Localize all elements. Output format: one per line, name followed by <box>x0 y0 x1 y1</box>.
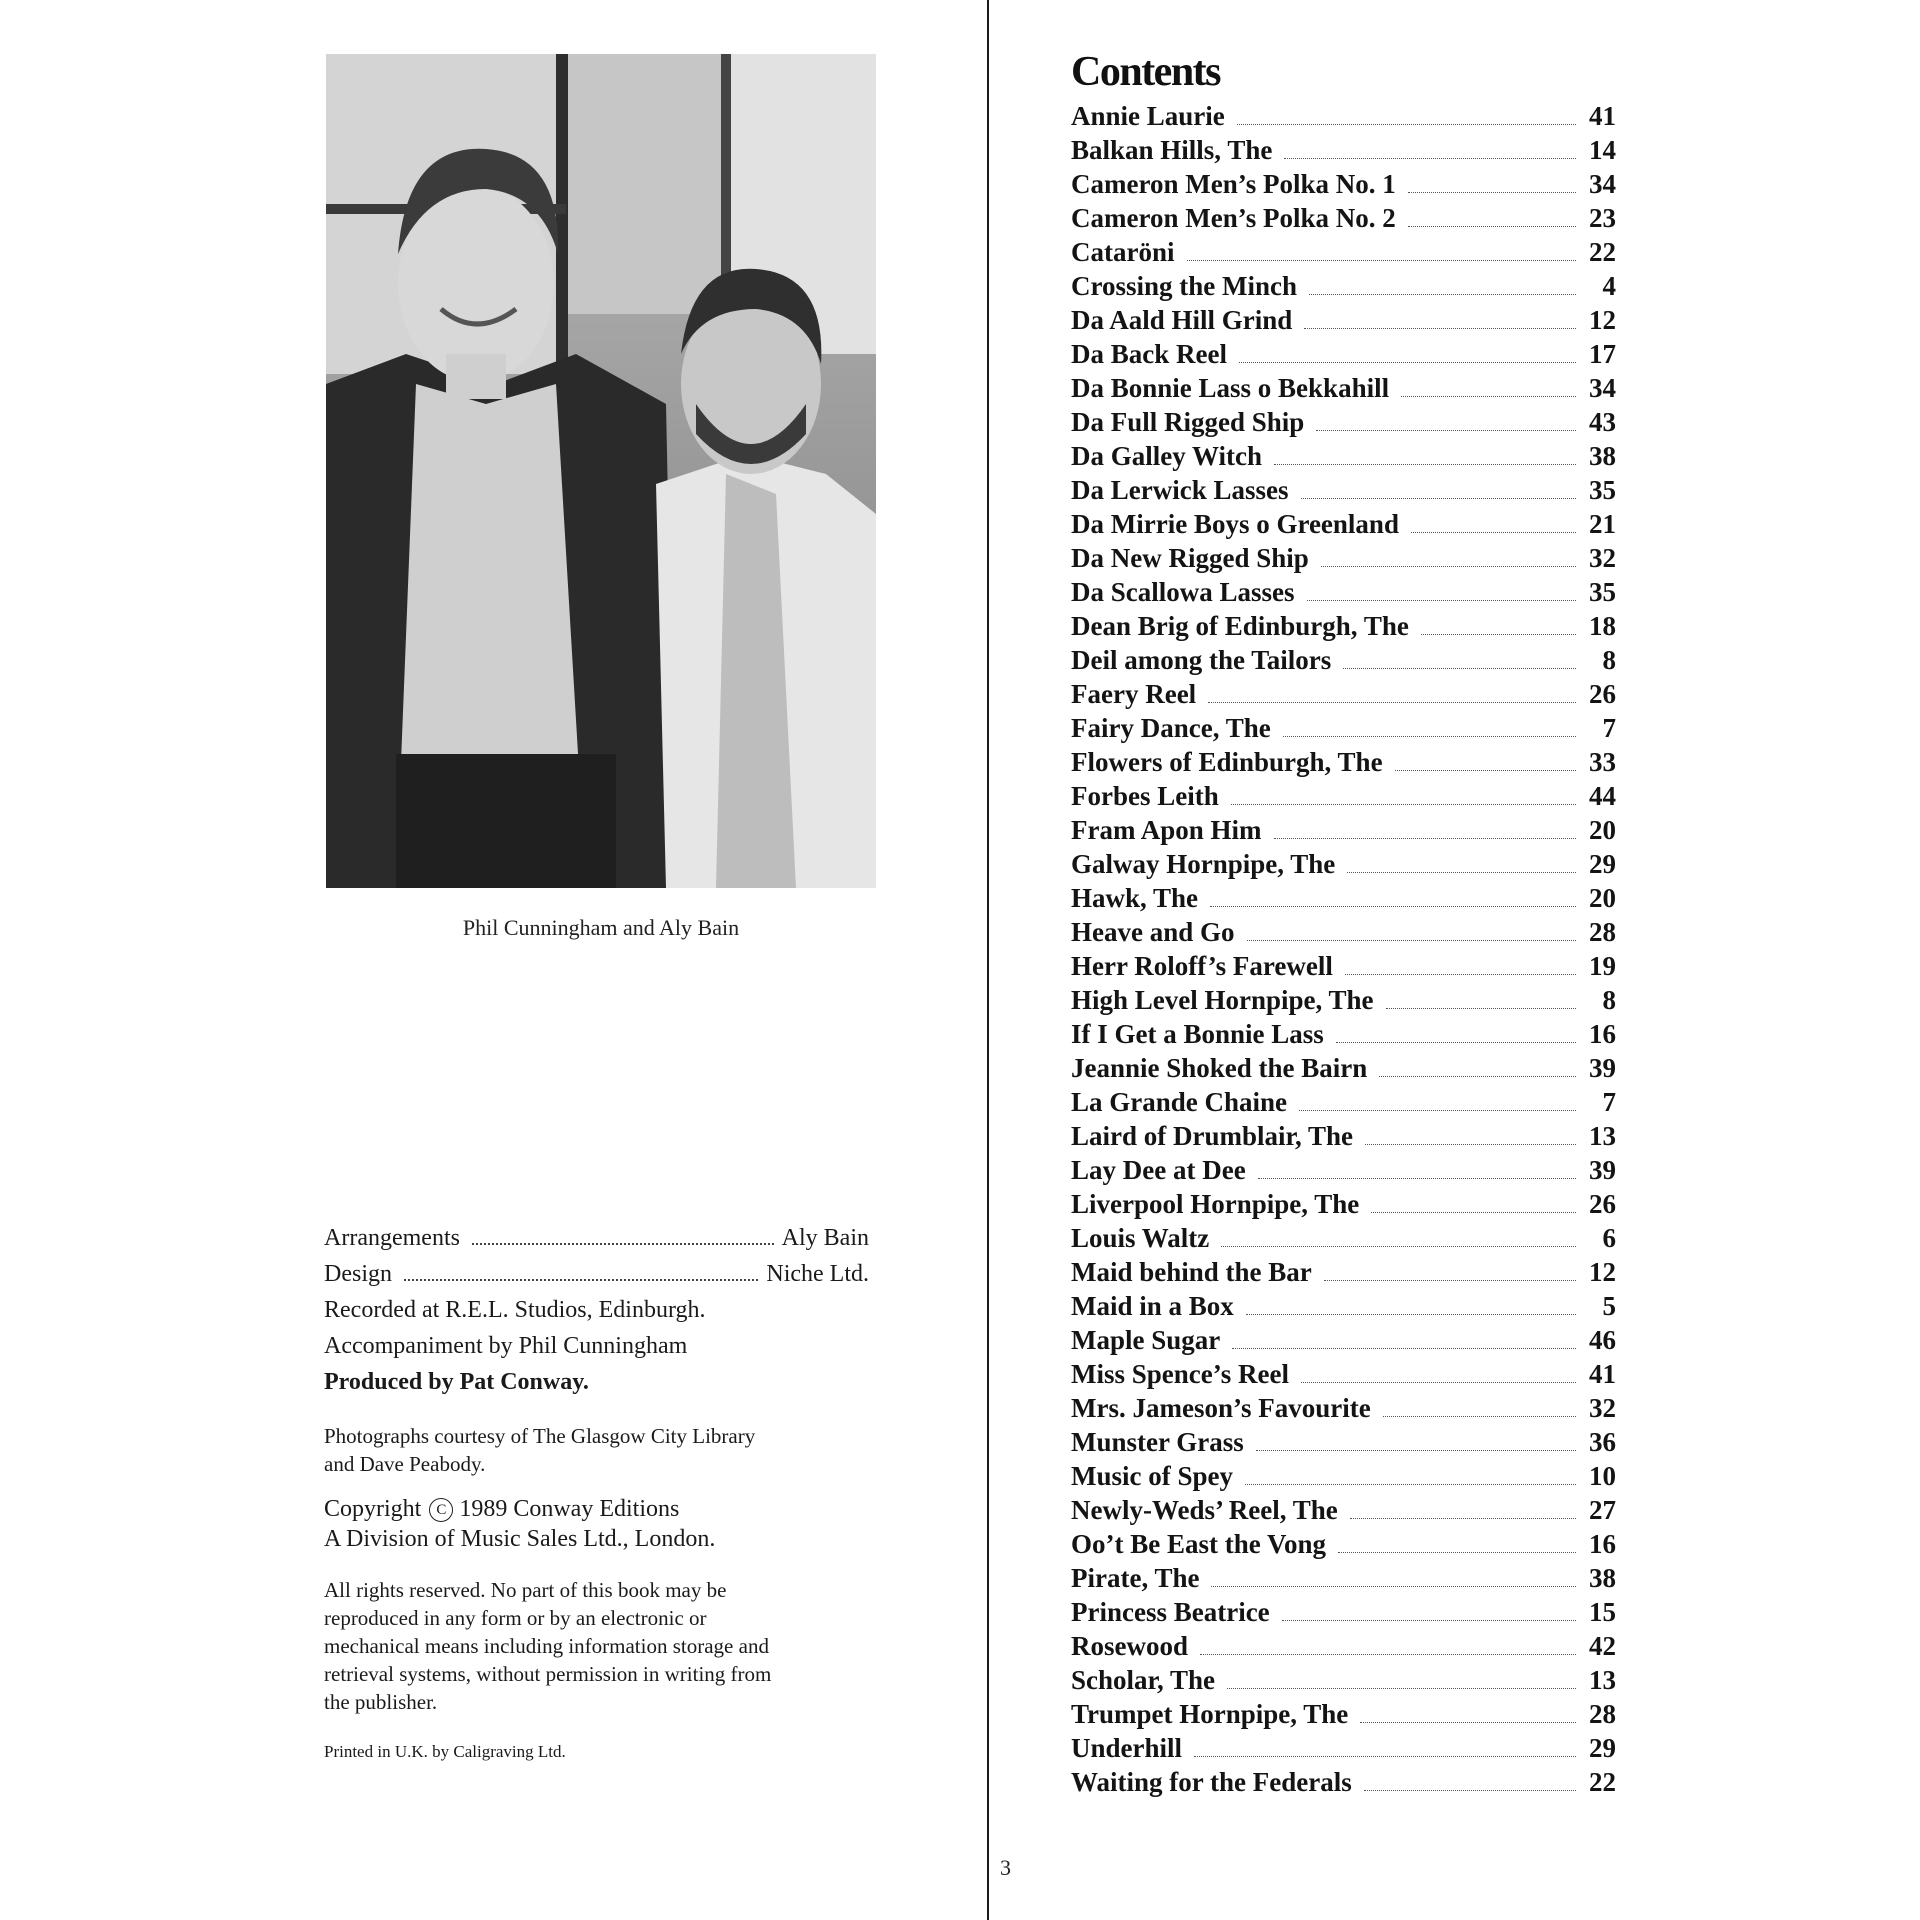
dot-leader <box>1343 668 1576 669</box>
dot-leader <box>1365 1144 1576 1145</box>
toc-entry <box>1071 747 1616 781</box>
toc-entry-page: 10 <box>1589 1461 1616 1491</box>
toc-entry-page: 35 <box>1589 475 1616 505</box>
toc-entry-page: 16 <box>1589 1019 1616 1049</box>
toc-entry-page: 39 <box>1589 1053 1616 1083</box>
toc-entry <box>1071 1427 1616 1461</box>
toc-entry <box>1071 1087 1616 1121</box>
dot-leader <box>1316 430 1576 431</box>
toc-entry <box>1071 1291 1616 1325</box>
toc-entry-title: Crossing the Minch <box>1071 271 1298 301</box>
dot-leader <box>1246 1314 1576 1315</box>
toc-entry-title: Munster Grass <box>1071 1427 1244 1457</box>
toc-entry <box>1071 305 1616 339</box>
toc-entry <box>1071 1529 1616 1563</box>
toc-entry-title: Lay Dee at Dee <box>1071 1155 1246 1185</box>
toc-entry-title: High Level Hornpipe, The <box>1071 985 1374 1015</box>
dot-leader <box>1247 940 1576 941</box>
dot-leader <box>1274 464 1576 465</box>
toc-entry <box>1071 849 1616 883</box>
toc-entry <box>1071 645 1616 679</box>
toc-entry <box>1071 1189 1616 1223</box>
dot-leader <box>1395 770 1576 771</box>
dot-leader <box>1304 328 1576 329</box>
page-number: 3 <box>1000 1855 1011 1880</box>
copyright-prefix: Copyright <box>324 1496 422 1522</box>
toc-entry-title: Jeannie Shoked the Bairn <box>1071 1053 1368 1083</box>
dot-leader <box>1338 1552 1576 1553</box>
toc-entry <box>1071 1461 1616 1495</box>
toc-entry-page: 19 <box>1589 951 1616 981</box>
toc-entry-title: Trumpet Hornpipe, The <box>1071 1699 1349 1729</box>
toc-entry-page: 13 <box>1589 1665 1616 1695</box>
dot-leader <box>1239 362 1576 363</box>
toc-entry-page: 7 <box>1602 713 1616 743</box>
toc-entry <box>1071 1325 1616 1359</box>
dot-leader <box>1321 566 1576 567</box>
toc-entry-title: Annie Laurie <box>1071 101 1225 131</box>
toc-entry <box>1071 101 1616 135</box>
credits-block <box>324 1220 869 1764</box>
toc-entry-title: Miss Spence’s Reel <box>1071 1359 1289 1389</box>
toc-entry <box>1071 543 1616 577</box>
copyright-notice <box>324 1494 869 1554</box>
toc-entry <box>1071 407 1616 441</box>
toc-entry-title: Fairy Dance, The <box>1071 713 1271 743</box>
toc-entry-title: Heave and Go <box>1071 917 1235 947</box>
toc-entry-page: 13 <box>1589 1121 1616 1151</box>
photographs-line: Photographs courtesy of The Glasgow City Library <box>324 1424 756 1448</box>
dot-leader <box>1411 532 1576 533</box>
toc-entry <box>1071 611 1616 645</box>
toc-entry <box>1071 781 1616 815</box>
toc-entry-title: Flowers of Edinburgh, The <box>1071 747 1383 777</box>
toc-entry-title: Fram Apon Him <box>1071 815 1262 845</box>
toc-entry-page: 12 <box>1589 1257 1616 1287</box>
toc-entry-title: Galway Hornpipe, The <box>1071 849 1336 879</box>
toc-entry-page: 20 <box>1589 815 1616 845</box>
dot-leader <box>1301 1382 1576 1383</box>
toc-entry-title: Maid behind the Bar <box>1071 1257 1312 1287</box>
photo-caption: Phil Cunningham and Aly Bain <box>462 915 740 940</box>
toc-entry <box>1071 339 1616 373</box>
toc-entry-title: Mrs. Jameson’s Favourite <box>1071 1393 1371 1423</box>
toc-entry-title: Maple Sugar <box>1071 1325 1221 1355</box>
toc-entry-title: Cameron Men’s Polka No. 1 <box>1071 169 1396 199</box>
photographs-line: and Dave Peabody. <box>324 1452 486 1476</box>
toc-entry <box>1071 1699 1616 1733</box>
toc-entry-page: 34 <box>1589 169 1616 199</box>
toc-entry-page: 12 <box>1589 305 1616 335</box>
toc-entry <box>1071 883 1616 917</box>
toc-entry-page: 41 <box>1589 1359 1616 1389</box>
dot-leader <box>1258 1178 1576 1179</box>
toc-entry-page: 46 <box>1589 1325 1616 1355</box>
toc-entry-page: 28 <box>1589 917 1616 947</box>
toc-entry-page: 17 <box>1589 339 1616 369</box>
toc-entry <box>1071 577 1616 611</box>
toc-entry-title: Waiting for the Federals <box>1071 1767 1352 1797</box>
credit-design <box>324 1256 869 1292</box>
toc-entry-title: La Grande Chaine <box>1071 1087 1288 1117</box>
toc-entry-title: Underhill <box>1071 1733 1183 1763</box>
toc-entry-title: Louis Waltz <box>1071 1223 1210 1253</box>
rights-reserved <box>324 1576 869 1716</box>
toc-entry-title: Liverpool Hornpipe, The <box>1071 1189 1360 1219</box>
toc-entry-page: 27 <box>1589 1495 1616 1525</box>
toc-entry-title: Da Aald Hill Grind <box>1071 305 1293 335</box>
toc-entry <box>1071 951 1616 985</box>
dot-leader <box>1237 124 1576 125</box>
toc-entry-page: 38 <box>1589 1563 1616 1593</box>
toc-entry <box>1071 1053 1616 1087</box>
toc-entry-page: 14 <box>1589 135 1616 165</box>
toc-entry <box>1071 1257 1616 1291</box>
toc-entry <box>1071 815 1616 849</box>
toc-entry <box>1071 509 1616 543</box>
toc-entry-page: 26 <box>1589 679 1616 709</box>
dot-leader <box>1221 1246 1576 1247</box>
photo-phil-cunningham-aly-bain <box>326 54 876 888</box>
toc-entry-page: 36 <box>1589 1427 1616 1457</box>
rights-line: retrieval systems, without permission in writing from <box>324 1662 772 1686</box>
toc-entry-page: 28 <box>1589 1699 1616 1729</box>
toc-entry-page: 33 <box>1589 747 1616 777</box>
toc-entry <box>1071 1767 1616 1801</box>
dot-leader <box>1379 1076 1576 1077</box>
toc-entry-title: Hawk, The <box>1071 883 1199 913</box>
dot-leader <box>1401 396 1576 397</box>
toc-entry-page: 15 <box>1589 1597 1616 1627</box>
contents-heading: Contents <box>1071 49 1221 95</box>
toc-entry <box>1071 713 1616 747</box>
toc-entry-title: Da Back Reel <box>1071 339 1227 369</box>
dot-leader <box>1245 1484 1576 1485</box>
dot-leader <box>1350 1518 1576 1519</box>
toc-entry-title: Rosewood <box>1071 1631 1189 1661</box>
dot-leader <box>1256 1450 1576 1451</box>
toc-entry-title: Herr Roloff’s Farewell <box>1071 951 1333 981</box>
toc-entry-page: 41 <box>1589 101 1616 131</box>
toc-entry <box>1071 441 1616 475</box>
toc-entry-title: Da Mirrie Boys o Greenland <box>1071 509 1399 539</box>
toc-entry-title: Forbes Leith <box>1071 781 1219 811</box>
toc-entry <box>1071 203 1616 237</box>
dot-leader <box>404 1279 758 1281</box>
rights-line: reproduced in any form or by an electronic or <box>324 1606 707 1630</box>
toc-entry <box>1071 1019 1616 1053</box>
toc-entry <box>1071 917 1616 951</box>
toc-entry <box>1071 237 1616 271</box>
dot-leader <box>1421 634 1576 635</box>
toc-entry-page: 44 <box>1589 781 1616 811</box>
credit-label: Arrangements <box>324 1225 460 1251</box>
toc-entry-page: 8 <box>1602 645 1616 675</box>
toc-entry-title: Da Bonnie Lass o Bekkahill <box>1071 373 1390 403</box>
dot-leader <box>1274 838 1576 839</box>
rights-line: All rights reserved. No part of this book may be <box>324 1578 727 1602</box>
toc-entry <box>1071 1393 1616 1427</box>
table-of-contents <box>1071 101 1616 1801</box>
toc-entry-title: If I Get a Bonnie Lass <box>1071 1019 1324 1049</box>
toc-entry <box>1071 1631 1616 1665</box>
toc-entry-title: Balkan Hills, The <box>1071 135 1273 165</box>
toc-entry-title: Da Full Rigged Ship <box>1071 407 1305 437</box>
toc-entry-page: 35 <box>1589 577 1616 607</box>
toc-entry-title: Music of Spey <box>1071 1461 1233 1491</box>
dot-leader <box>1345 974 1576 975</box>
toc-entry-page: 20 <box>1589 883 1616 913</box>
toc-entry-page: 43 <box>1589 407 1616 437</box>
dot-leader <box>1360 1722 1576 1723</box>
toc-entry-page: 29 <box>1589 849 1616 879</box>
toc-entry-title: Scholar, The <box>1071 1665 1216 1695</box>
toc-entry <box>1071 1121 1616 1155</box>
toc-entry-title: Princess Beatrice <box>1071 1597 1270 1627</box>
toc-entry-page: 7 <box>1602 1087 1616 1117</box>
toc-entry-title: Cataröni <box>1071 237 1175 267</box>
toc-entry <box>1071 1733 1616 1767</box>
toc-entry-page: 32 <box>1589 543 1616 573</box>
toc-entry-page: 39 <box>1589 1155 1616 1185</box>
toc-entry <box>1071 475 1616 509</box>
credit-recorded: Recorded at R.E.L. Studios, Edinburgh. <box>324 1297 706 1323</box>
toc-entry-page: 18 <box>1589 611 1616 641</box>
dot-leader <box>1208 702 1576 703</box>
credit-value: Aly Bain <box>781 1225 869 1251</box>
dot-leader <box>1364 1790 1576 1791</box>
toc-entry <box>1071 1495 1616 1529</box>
credit-arrangements <box>324 1220 869 1256</box>
toc-entry-page: 22 <box>1589 237 1616 267</box>
toc-entry-title: Dean Brig of Edinburgh, The <box>1071 611 1409 641</box>
toc-entry-page: 26 <box>1589 1189 1616 1219</box>
toc-entry-title: Deil among the Tailors <box>1071 645 1332 675</box>
toc-entry-page: 38 <box>1589 441 1616 471</box>
toc-entry <box>1071 679 1616 713</box>
dot-leader <box>1301 498 1577 499</box>
toc-entry <box>1071 135 1616 169</box>
toc-entry-title: Cameron Men’s Polka No. 2 <box>1071 203 1396 233</box>
dot-leader <box>1299 1110 1576 1111</box>
credit-value: Niche Ltd. <box>766 1261 869 1287</box>
toc-entry-title: Newly-Weds’ Reel, The <box>1071 1495 1338 1525</box>
toc-entry-page: 32 <box>1589 1393 1616 1423</box>
copyright-symbol-icon: C <box>429 1498 453 1522</box>
toc-entry-page: 21 <box>1589 509 1616 539</box>
credit-label: Design <box>324 1261 392 1287</box>
printed-by: Printed in U.K. by Caligraving Ltd. <box>324 1742 566 1761</box>
toc-entry <box>1071 373 1616 407</box>
dot-leader <box>1227 1688 1576 1689</box>
copyright-year-publisher: 1989 Conway Editions <box>459 1496 680 1522</box>
dot-leader <box>1408 192 1576 193</box>
toc-entry <box>1071 1223 1616 1257</box>
toc-entry <box>1071 1155 1616 1189</box>
toc-entry <box>1071 169 1616 203</box>
dot-leader <box>1307 600 1576 601</box>
credit-accompaniment: Accompaniment by Phil Cunningham <box>324 1333 688 1359</box>
dot-leader <box>1324 1280 1576 1281</box>
dot-leader <box>1408 226 1576 227</box>
toc-entry-page: 34 <box>1589 373 1616 403</box>
dot-leader <box>1386 1008 1576 1009</box>
toc-entry <box>1071 1563 1616 1597</box>
toc-entry-title: Maid in a Box <box>1071 1291 1234 1321</box>
toc-entry-title: Da Galley Witch <box>1071 441 1263 471</box>
dot-leader <box>1371 1212 1576 1213</box>
toc-entry-title: Pirate, The <box>1071 1563 1200 1593</box>
dot-leader <box>1282 1620 1576 1621</box>
toc-entry-page: 4 <box>1602 271 1616 301</box>
toc-entry-title: Da New Rigged Ship <box>1071 543 1309 573</box>
toc-entry-title: Da Scallowa Lasses <box>1071 577 1295 607</box>
toc-entry-page: 5 <box>1602 1291 1616 1321</box>
dot-leader <box>1210 906 1576 907</box>
toc-entry <box>1071 271 1616 305</box>
division-line: A Division of Music Sales Ltd., London. <box>324 1526 716 1552</box>
dot-leader <box>1232 1348 1576 1349</box>
toc-entry <box>1071 1359 1616 1393</box>
dot-leader <box>1383 1416 1576 1417</box>
toc-entry-title: Oo’t Be East the Vong <box>1071 1529 1327 1559</box>
rights-line: the publisher. <box>324 1690 438 1714</box>
toc-entry <box>1071 1597 1616 1631</box>
rights-line: mechanical means including information storage and <box>324 1634 769 1658</box>
dot-leader <box>1200 1654 1576 1655</box>
dot-leader <box>1284 158 1576 159</box>
toc-entry-page: 6 <box>1602 1223 1616 1253</box>
toc-entry-page: 29 <box>1589 1733 1616 1763</box>
toc-entry-title: Da Lerwick Lasses <box>1071 475 1289 505</box>
dot-leader <box>1283 736 1576 737</box>
photographs-credit <box>324 1422 869 1478</box>
dot-leader <box>1194 1756 1576 1757</box>
dot-leader <box>472 1243 774 1245</box>
toc-entry-title: Laird of Drumblair, The <box>1071 1121 1354 1151</box>
dot-leader <box>1211 1586 1576 1587</box>
dot-leader <box>1231 804 1576 805</box>
toc-entry-page: 16 <box>1589 1529 1616 1559</box>
dot-leader <box>1347 872 1576 873</box>
toc-entry <box>1071 1665 1616 1699</box>
dot-leader <box>1336 1042 1576 1043</box>
dot-leader <box>1187 260 1577 261</box>
toc-entry-page: 22 <box>1589 1767 1616 1797</box>
credit-produced: Produced by Pat Conway. <box>324 1369 589 1395</box>
toc-entry-page: 23 <box>1589 203 1616 233</box>
toc-entry-page: 8 <box>1602 985 1616 1015</box>
page-gutter-divider <box>987 0 989 1920</box>
toc-entry-title: Faery Reel <box>1071 679 1197 709</box>
toc-entry <box>1071 985 1616 1019</box>
toc-entry-page: 42 <box>1589 1631 1616 1661</box>
dot-leader <box>1309 294 1576 295</box>
